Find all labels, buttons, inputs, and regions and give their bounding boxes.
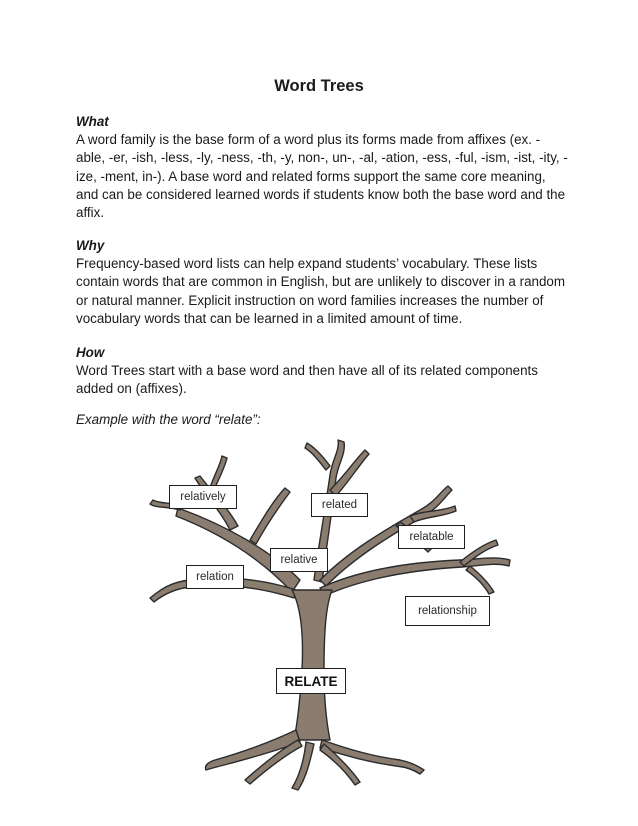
word-box-root: RELATE [276,668,346,694]
tree-illustration [0,430,638,826]
how-section [76,344,568,399]
word-box-relation: relation [186,565,244,589]
how-heading: How [76,345,105,360]
twig-right-d [466,566,494,594]
word-tree-diagram [0,430,638,826]
what-section [76,113,568,222]
page-title: Word Trees [274,77,364,95]
why-body: Frequency-based word lists can help expand students’ vocabulary. These lists contain words that are common in English, but are unlikely to discover in a random or natural manner. Explicit instruction on word families increases the number of vocabulary words that can be learned in a limited amount of time. [76,256,566,326]
word-box-relatively: relatively [169,485,237,509]
what-body: A word family is the base form of a word plus its forms made from affixes (ex. -able, -er, -ish, -less, -ly, -ness, -th, -y, non-, un-, -al, -ation, -ess, -ful, -ism, -ist, -ity, -ize, -ment, in-). A base word and related forms support the same core meaning, and can be considered learned words if students know both the base word and the affix. [76,132,568,221]
twig-center-b [305,443,330,470]
what-heading: What [76,114,109,129]
word-box-related: related [311,493,368,517]
why-section [76,237,568,328]
twig-upper-left-3 [250,488,290,544]
how-body: Word Trees start with a base word and then have all of its related components added on (affixes). [76,363,538,397]
why-heading: Why [76,238,105,253]
example-caption: Example with the word “relate”: [76,412,261,427]
word-box-relative: relative [270,548,328,572]
word-box-relatable: relatable [398,525,465,549]
tree-trunk [292,590,332,740]
word-box-relationship: relationship [405,596,490,626]
